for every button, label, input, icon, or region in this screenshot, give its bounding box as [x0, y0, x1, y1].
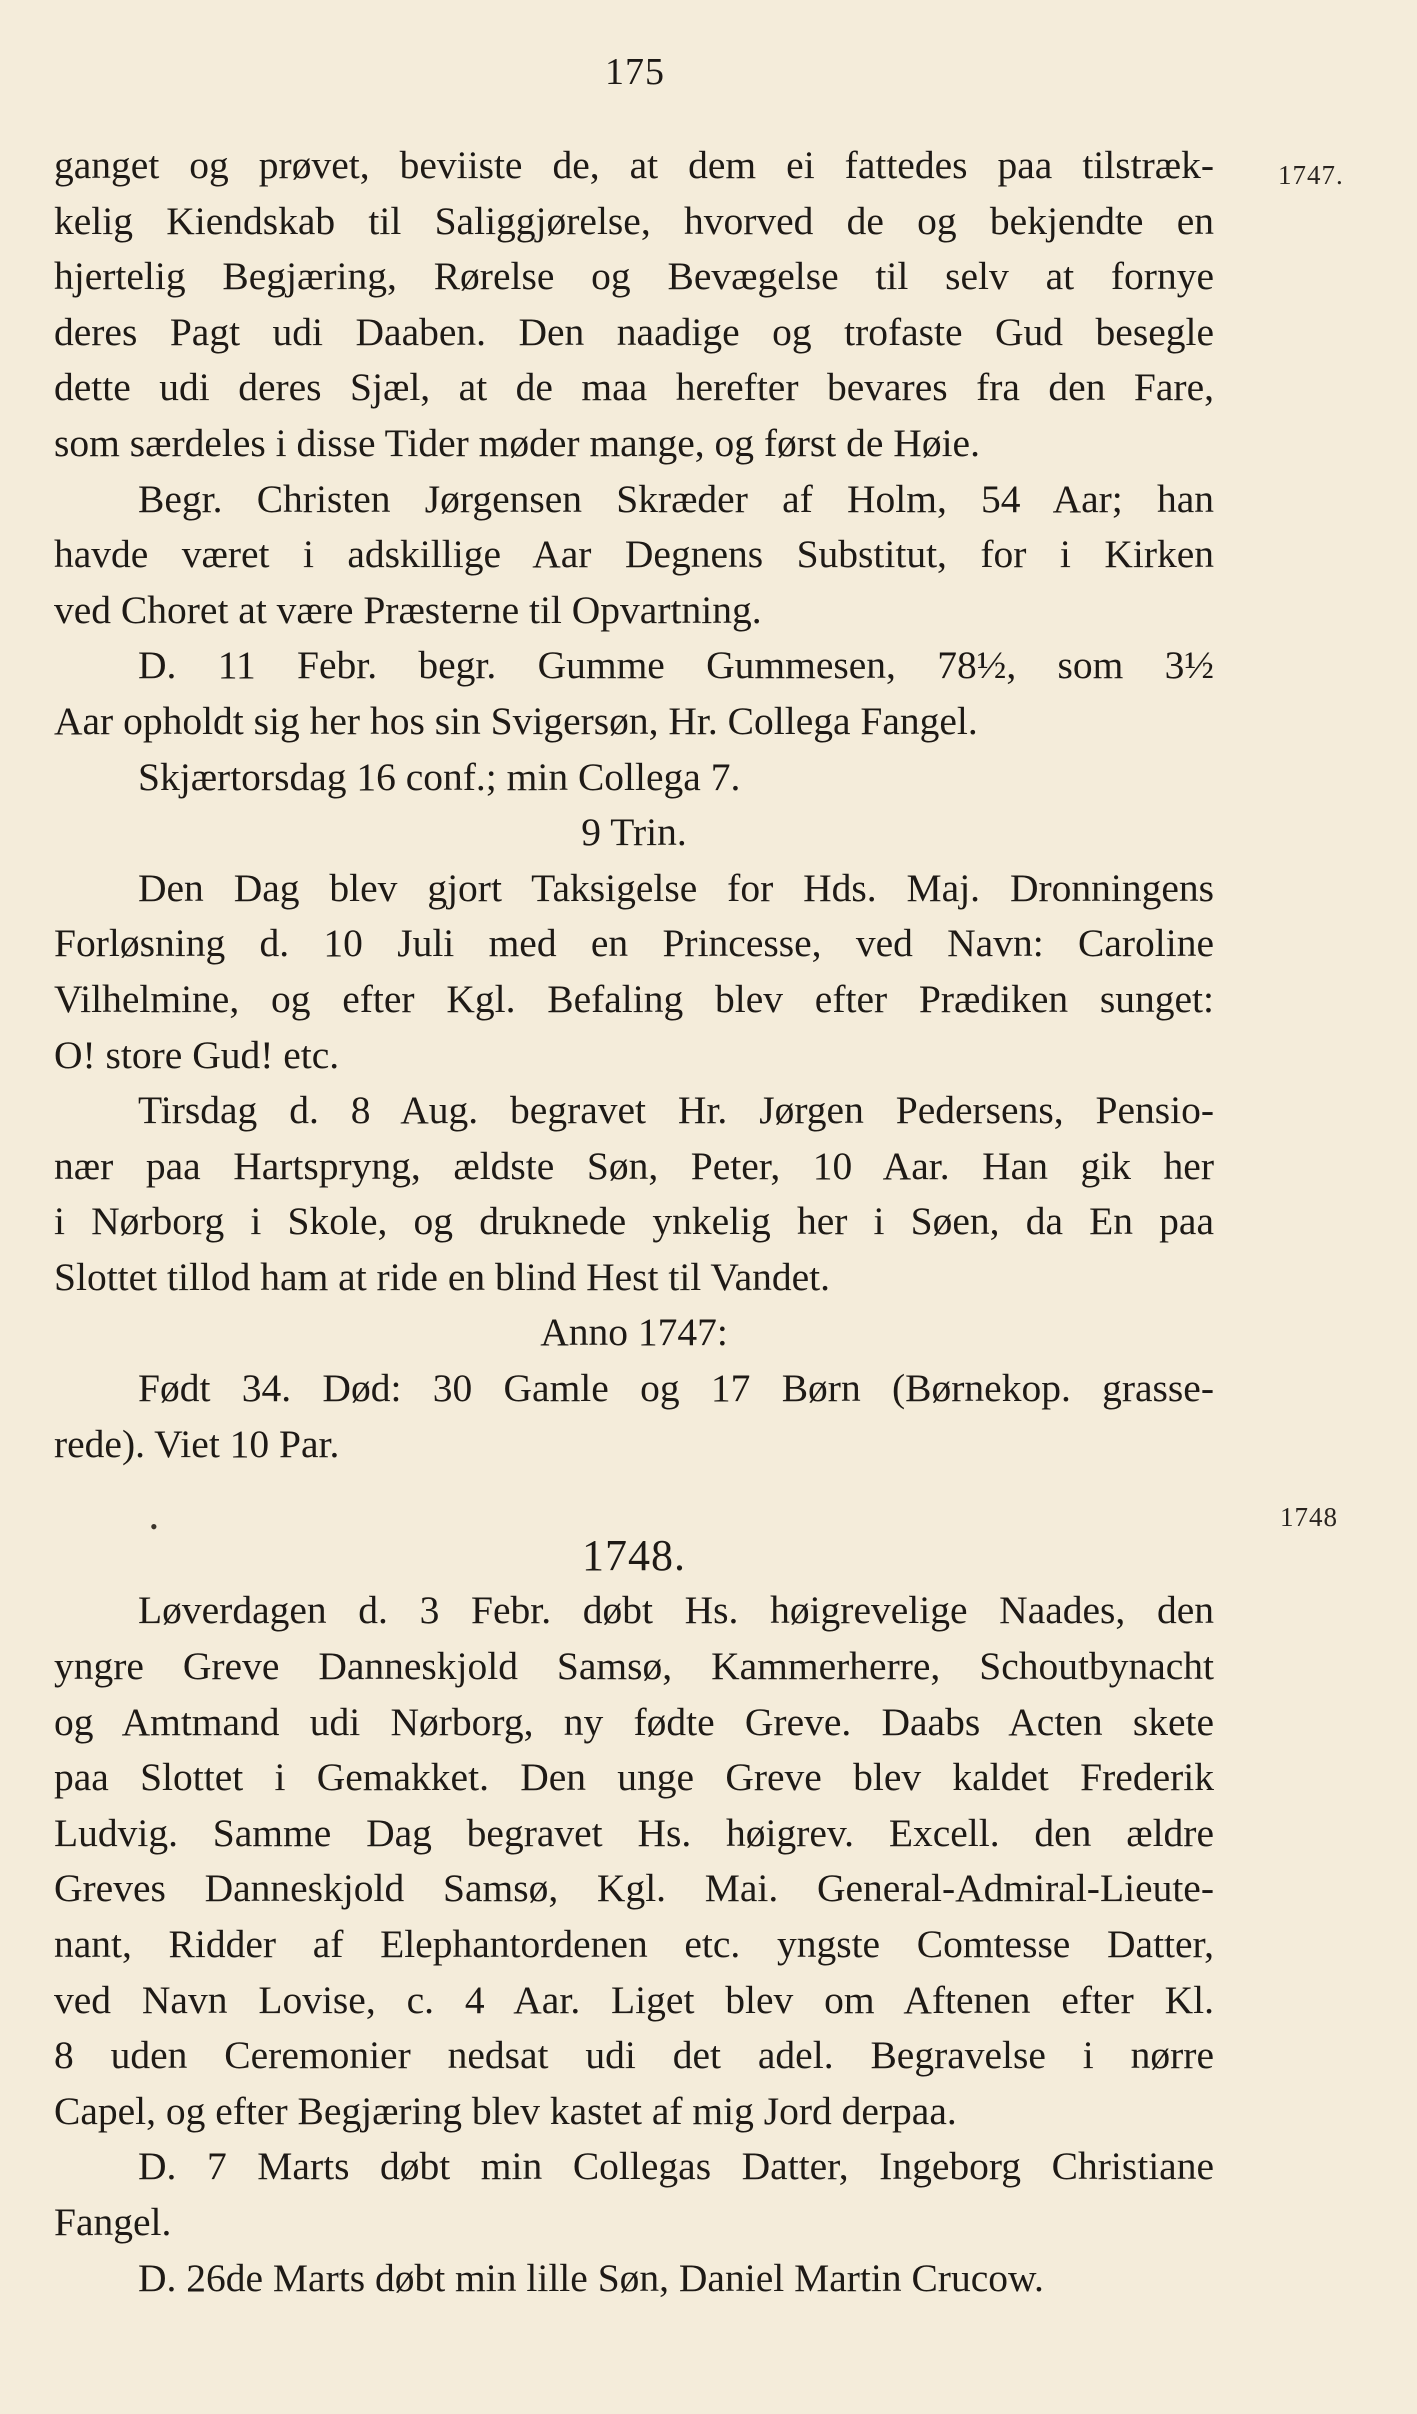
text-line: Den Dag blev gjort Taksigelse for Hds. Maj. Dronningens [138, 865, 1214, 910]
page-number: 175 [605, 51, 665, 93]
text-line: Vilhelmine, og efter Kgl. Befaling blev efter Prædiken sunget: [54, 976, 1214, 1021]
section-spacer [54, 1472, 1214, 1528]
text-line: Begr. Christen Jørgensen Skræder af Holm, 54 Aar; han [138, 476, 1214, 521]
text-line: Skjærtorsdag 16 conf.; min Collega 7. [138, 754, 741, 799]
year-heading-1748: 1748. [582, 1530, 686, 1580]
text-line: Tirsdag d. 8 Aug. begravet Hr. Jørgen Pedersens, Pensio- [138, 1088, 1214, 1133]
text-line: som særdeles i disse Tider møder mange, og først de Høie. [54, 420, 980, 465]
page-body-text [54, 138, 1214, 2306]
text-line: Greves Danneskjold Samsø, Kgl. Mai. General-Admiral-Lieute- [54, 1866, 1214, 1911]
margin-year-1747: 1747. [1278, 160, 1344, 190]
text-line: Capel, og efter Begjæring blev kastet af mig Jord derpaa. [54, 2088, 957, 2133]
text-line: Aar opholdt sig her hos sin Svigersøn, Hr. Collega Fangel. [54, 698, 978, 743]
margin-year-1748: 1748 [1280, 1502, 1338, 1532]
text-line: Forløsning d. 10 Juli med en Princesse, ved Navn: Caroline [54, 921, 1214, 966]
text-line: ved Choret at være Præsterne til Opvartning. [54, 587, 762, 632]
text-line: kelig Kiendskab til Saliggjørelse, hvorved de og bekjendte en [54, 198, 1214, 243]
text-line: Løverdagen d. 3 Febr. døbt Hs. høigrevelige Naades, den [138, 1588, 1214, 1633]
text-line: havde været i adskillige Aar Degnens Substitut, for i Kirken [54, 532, 1214, 577]
text-line: Ludvig. Samme Dag begravet Hs. høigrev. Excell. den ældre [54, 1810, 1214, 1855]
text-line: rede). Viet 10 Par. [54, 1421, 340, 1466]
text-line: ganget og prøvet, beviiste de, at dem ei fattedes paa tilstræk- [54, 143, 1214, 187]
text-line: dette udi deres Sjæl, at de maa herefter bevares fra den Fare, [54, 365, 1214, 410]
text-line: D. 11 Febr. begr. Gumme Gummesen, 78½, som 3½ [138, 643, 1214, 688]
text-line: Slottet tillod ham at ride en blind Hest til Vandet. [54, 1254, 830, 1299]
date-heading: 9 Trin. [581, 810, 687, 855]
text-line: nant, Ridder af Elephantordenen etc. yngste Comtesse Datter, [54, 1922, 1214, 1966]
text-line: nær paa Hartspryng, ældste Søn, Peter, 10 Aar. Han gik her [54, 1143, 1214, 1188]
text-line: deres Pagt udi Daaben. Den naadige og trofaste Gud besegle [54, 309, 1214, 354]
text-line: hjertelig Begjæring, Rørelse og Bevægelse til selv at fornye [54, 254, 1214, 299]
text-line: Født 34. Død: 30 Gamle og 17 Børn (Børnekop. grasse- [138, 1366, 1214, 1411]
text-line: paa Slottet i Gemakket. Den unge Greve blev kaldet Frederik [54, 1755, 1214, 1800]
year-summary-heading: Anno 1747: [540, 1310, 728, 1355]
text-line: ved Navn Lovise, c. 4 Aar. Liget blev om Aftenen efter Kl. [54, 1977, 1214, 2022]
text-line: i Nørborg i Skole, og druknede ynkelig her i Søen, da En paa [54, 1199, 1214, 1244]
text-line: O! store Gud! etc. [54, 1032, 340, 1077]
text-line: 8 uden Ceremonier nedsat udi det adel. Begravelse i nørre [54, 2033, 1214, 2078]
stray-mark: • [150, 1514, 158, 1539]
text-line: D. 26de Marts døbt min lille Søn, Daniel Martin Crucow. [138, 2255, 1044, 2300]
text-line: og Amtmand udi Nørborg, ny fødte Greve. Daabs Acten skete [54, 1699, 1214, 1744]
text-line: Fangel. [54, 2199, 172, 2244]
text-line: yngre Greve Danneskjold Samsø, Kammerherre, Schoutbynacht [54, 1644, 1214, 1689]
text-line: D. 7 Marts døbt min Collegas Datter, Ingeborg Christiane [138, 2144, 1214, 2189]
